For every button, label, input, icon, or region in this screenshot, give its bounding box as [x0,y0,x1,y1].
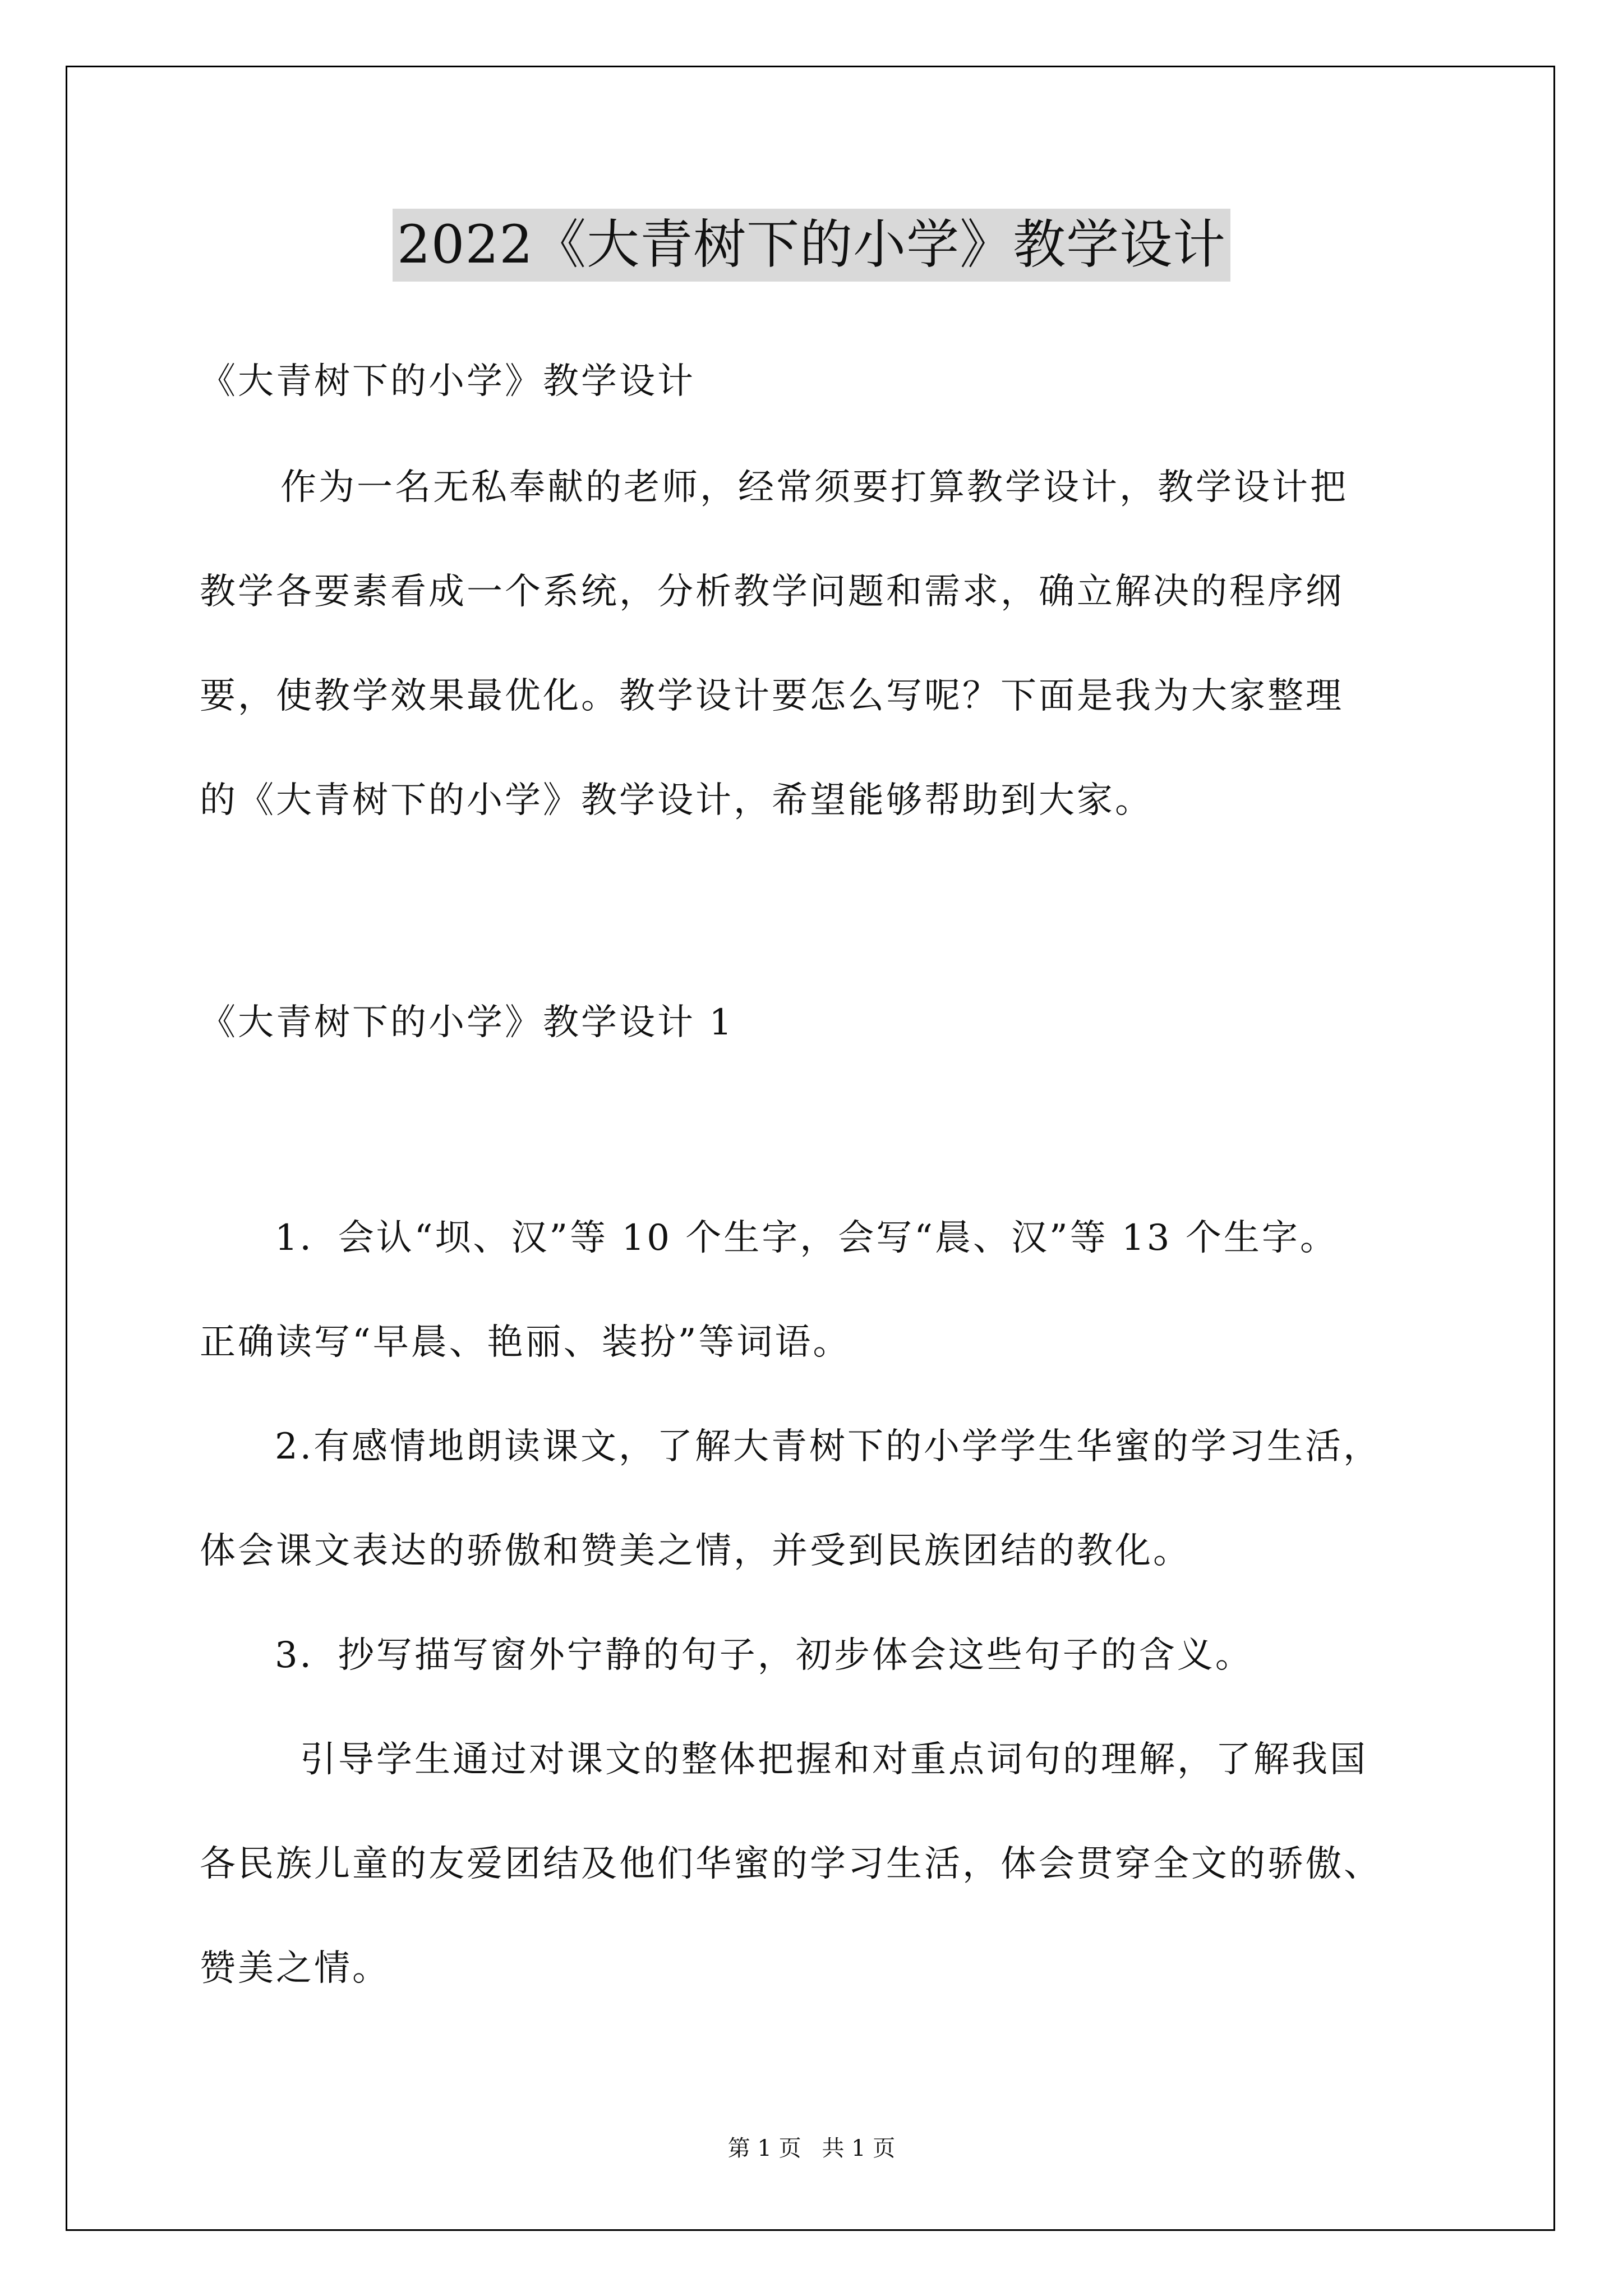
intro-line: 作为一名无私奉献的老师，经常须要打算教学设计，教学设计把 [280,467,1348,508]
goal-line: 1．会认“坝、汉”等 10 个生字，会写“晨、汉”等 13 个生字。 [275,1217,1338,1259]
document-title: 2022《大青树下的小学》教学设计 [393,209,1230,282]
goal-line: 各民族儿童的友爱团结及他们华蜜的学习生活，体会贯穿全文的骄傲、 [200,1843,1382,1885]
goal-line: 体会课文表达的骄傲和赞美之情，并受到民族团结的教化。 [200,1530,1191,1572]
intro-line: 要，使教学效果最优化。教学设计要怎么写呢？下面是我为大家整理 [200,675,1344,717]
intro-line: 的《大青树下的小学》教学设计，希望能够帮助到大家。 [200,780,1153,821]
goal-line: 3．抄写描写窗外宁静的句子，初步体会这些句子的含义。 [275,1635,1253,1676]
page-number-current: 第 1 页 [727,2136,801,2161]
goal-line: 引导学生通过对课文的整体把握和对重点词句的理解，了解我国 [300,1739,1368,1780]
goal-line: 赞美之情。 [200,1948,390,1989]
page-footer [0,2132,1623,2165]
goal-line: 2.有感情地朗读课文，了解大青树下的小学学生华蜜的学习生活， [275,1426,1382,1467]
goal-line: 正确读写“早晨、艳丽、装扮”等词语。 [200,1322,851,1363]
document-subtitle: 《大青树下的小学》教学设计 [200,361,695,402]
section-heading: 《大青树下的小学》教学设计 1 [200,1002,735,1043]
page-number-total: 共 1 页 [822,2136,896,2161]
intro-line: 教学各要素看成一个系统，分析教学问题和需求，确立解决的程序纲 [200,571,1344,613]
title-container [0,209,1623,282]
